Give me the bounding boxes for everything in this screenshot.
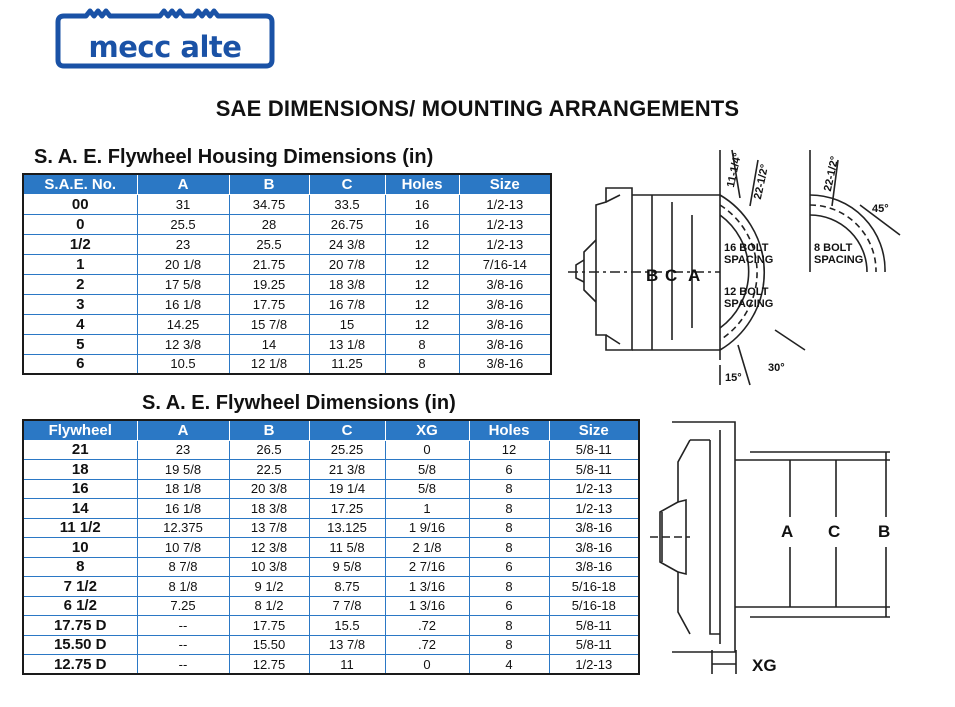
housing-label-a: A <box>688 266 701 285</box>
table-row <box>23 294 551 314</box>
table-cell: 1 <box>23 254 137 274</box>
table-cell: 15 7/8 <box>229 314 309 334</box>
table-cell: 3/8-16 <box>549 557 639 577</box>
flywheel-diagram <box>650 412 950 692</box>
table-cell: 5/8-11 <box>549 616 639 636</box>
table-cell: 34.75 <box>229 194 309 214</box>
angle-22a-label: 22-1/2° <box>752 163 772 201</box>
table-cell: 14 <box>23 499 137 519</box>
table-cell: 6 <box>469 557 549 577</box>
table-cell: 7 7/8 <box>309 596 385 616</box>
table-cell: 8 <box>469 577 549 597</box>
table-cell: 12 <box>385 314 459 334</box>
table-row <box>23 518 639 538</box>
table-cell: 17.75 D <box>23 616 137 636</box>
table-row <box>23 557 639 577</box>
table-cell: 21 3/8 <box>309 460 385 480</box>
flywheel-drawing-icon <box>650 412 950 692</box>
table-cell: 17.75 <box>229 616 309 636</box>
flywheel-label-c: C <box>828 522 841 541</box>
table-row <box>23 538 639 558</box>
table-cell: 18 <box>23 460 137 480</box>
flywheel-dimensions-table <box>22 419 640 675</box>
table-cell: 1 3/16 <box>385 596 469 616</box>
table-row <box>23 214 551 234</box>
table-cell: 1/2-13 <box>459 214 551 234</box>
table-cell: 15.5 <box>309 616 385 636</box>
table-cell: 26.75 <box>309 214 385 234</box>
table-cell: 8 <box>469 479 549 499</box>
spacing-8-label: 8 BOLT SPACING <box>814 242 864 266</box>
table-cell: 8 <box>385 334 459 354</box>
table-row <box>23 596 639 616</box>
table-cell: .72 <box>385 616 469 636</box>
table-cell: 2 1/8 <box>385 538 469 558</box>
table-cell: 13 1/8 <box>309 334 385 354</box>
table-cell: 33.5 <box>309 194 385 214</box>
table-cell: 18 3/8 <box>309 274 385 294</box>
table-cell: 12 <box>469 440 549 460</box>
table-row <box>23 655 639 675</box>
housing-label-b: B <box>646 266 659 285</box>
angle-15-label: 15° <box>725 372 742 384</box>
table-cell: 20 1/8 <box>137 254 229 274</box>
table-cell: 1 3/16 <box>385 577 469 597</box>
table-cell: 3/8-16 <box>459 354 551 374</box>
table-cell: 00 <box>23 194 137 214</box>
table-cell: 6 <box>469 596 549 616</box>
table-cell: 21 <box>23 440 137 460</box>
spacing-12-label: 12 BOLT SPACING <box>724 286 774 310</box>
table-row <box>23 274 551 294</box>
table-cell: 12 3/8 <box>137 334 229 354</box>
table-cell: 12 <box>385 234 459 254</box>
table-cell: .72 <box>385 635 469 655</box>
table-cell: 4 <box>469 655 549 675</box>
table-cell: 11 <box>309 655 385 675</box>
table-cell: 26.5 <box>229 440 309 460</box>
flywheel-header-row <box>23 420 639 440</box>
table-cell: 28 <box>229 214 309 234</box>
table-cell: 3/8-16 <box>459 334 551 354</box>
table-cell: 3/8-16 <box>459 314 551 334</box>
table-cell: 8 1/8 <box>137 577 229 597</box>
table-cell: 31 <box>137 194 229 214</box>
flywheel-label-xg: XG <box>752 656 777 675</box>
housing-header-5: Size <box>459 174 551 194</box>
table-cell: 13 7/8 <box>229 518 309 538</box>
table-cell: 1/2-13 <box>459 194 551 214</box>
angle-45-label: 45° <box>872 203 889 215</box>
table-cell: 1/2-13 <box>549 655 639 675</box>
table-row <box>23 577 639 597</box>
table-row <box>23 254 551 274</box>
table-cell: 17.75 <box>229 294 309 314</box>
housing-header-0: S.A.E. No. <box>23 174 137 194</box>
housing-diagram <box>560 140 955 390</box>
table-cell: 1/2 <box>23 234 137 254</box>
table-row <box>23 479 639 499</box>
table-cell: 12.75 <box>229 655 309 675</box>
table-cell: 25.5 <box>137 214 229 234</box>
table-row <box>23 354 551 374</box>
flywheel-label-b: B <box>878 522 891 541</box>
table-cell: 3/8-16 <box>459 274 551 294</box>
table-cell: 7/16-14 <box>459 254 551 274</box>
table-row <box>23 334 551 354</box>
table-row <box>23 440 639 460</box>
flywheel-header-1: A <box>137 420 229 440</box>
table-cell: 2 7/16 <box>385 557 469 577</box>
table-cell: 5/8-11 <box>549 440 639 460</box>
table-cell: 23 <box>137 234 229 254</box>
table-cell: 11.25 <box>309 354 385 374</box>
table-cell: 1/2-13 <box>549 499 639 519</box>
flywheel-table-title: S. A. E. Flywheel Dimensions (in) <box>142 392 456 414</box>
housing-table-title: S. A. E. Flywheel Housing Dimensions (in) <box>34 146 434 168</box>
table-cell: 11 1/2 <box>23 518 137 538</box>
table-cell: 9 5/8 <box>309 557 385 577</box>
table-cell: 15.50 D <box>23 635 137 655</box>
table-cell: 16 1/8 <box>137 294 229 314</box>
table-cell: 6 <box>469 460 549 480</box>
table-cell: 8 <box>469 518 549 538</box>
table-cell: 8 1/2 <box>229 596 309 616</box>
table-cell: 15.50 <box>229 635 309 655</box>
housing-dimensions-table <box>22 173 552 375</box>
table-cell: 3/8-16 <box>549 538 639 558</box>
housing-header-2: B <box>229 174 309 194</box>
table-cell: 17.25 <box>309 499 385 519</box>
table-cell: 20 7/8 <box>309 254 385 274</box>
table-cell: 12 1/8 <box>229 354 309 374</box>
table-cell: 8 <box>469 616 549 636</box>
table-cell: -- <box>137 616 229 636</box>
table-cell: 5/16-18 <box>549 596 639 616</box>
table-cell: 9 1/2 <box>229 577 309 597</box>
table-cell: 8 <box>385 354 459 374</box>
table-cell: 12 <box>385 294 459 314</box>
page-title: SAE DIMENSIONS/ MOUNTING ARRANGEMENTS <box>215 96 740 121</box>
table-cell: 12 <box>385 274 459 294</box>
table-cell: 6 1/2 <box>23 596 137 616</box>
table-cell: 1/2-13 <box>459 234 551 254</box>
table-cell: 19.25 <box>229 274 309 294</box>
table-cell: 5/16-18 <box>549 577 639 597</box>
table-cell: 20 3/8 <box>229 479 309 499</box>
table-cell: 1 <box>385 499 469 519</box>
table-row <box>23 194 551 214</box>
table-cell: 11 5/8 <box>309 538 385 558</box>
table-row <box>23 314 551 334</box>
table-cell: 16 <box>385 214 459 234</box>
logo-text: mecc alte <box>88 30 242 64</box>
table-cell: 10 3/8 <box>229 557 309 577</box>
table-cell: 14 <box>229 334 309 354</box>
table-cell: 8 <box>469 635 549 655</box>
table-cell: 5 <box>23 334 137 354</box>
angle-11-label: 11-1/4° <box>725 151 745 189</box>
table-cell: 16 7/8 <box>309 294 385 314</box>
table-cell: 18 3/8 <box>229 499 309 519</box>
table-cell: 16 <box>385 194 459 214</box>
table-cell: 2 <box>23 274 137 294</box>
table-cell: 7.25 <box>137 596 229 616</box>
table-cell: -- <box>137 655 229 675</box>
table-cell: 8 <box>469 538 549 558</box>
housing-header-4: Holes <box>385 174 459 194</box>
table-cell: 23 <box>137 440 229 460</box>
table-cell: 5/8 <box>385 479 469 499</box>
table-cell: 25.5 <box>229 234 309 254</box>
table-cell: 5/8 <box>385 460 469 480</box>
table-cell: 0 <box>23 214 137 234</box>
table-cell: 25.25 <box>309 440 385 460</box>
table-cell: 16 1/8 <box>137 499 229 519</box>
table-cell: 13.125 <box>309 518 385 538</box>
housing-label-c: C <box>665 266 678 285</box>
table-row <box>23 234 551 254</box>
table-cell: 10.5 <box>137 354 229 374</box>
table-cell: 22.5 <box>229 460 309 480</box>
table-cell: 12.75 D <box>23 655 137 675</box>
flywheel-label-a: A <box>781 522 794 541</box>
table-cell: 1/2-13 <box>549 479 639 499</box>
table-cell: 12 <box>385 254 459 274</box>
flywheel-header-6: Size <box>549 420 639 440</box>
table-cell: 8 <box>23 557 137 577</box>
table-cell: 8 <box>469 499 549 519</box>
table-cell: 3/8-16 <box>459 294 551 314</box>
table-cell: 14.25 <box>137 314 229 334</box>
table-cell: 17 5/8 <box>137 274 229 294</box>
table-cell: 10 <box>23 538 137 558</box>
table-cell: 12 3/8 <box>229 538 309 558</box>
table-row <box>23 499 639 519</box>
table-cell: 6 <box>23 354 137 374</box>
table-cell: 12.375 <box>137 518 229 538</box>
table-cell: 8.75 <box>309 577 385 597</box>
table-cell: 8 7/8 <box>137 557 229 577</box>
flywheel-header-4: XG <box>385 420 469 440</box>
table-row <box>23 616 639 636</box>
table-cell: 5/8-11 <box>549 635 639 655</box>
table-cell: 15 <box>309 314 385 334</box>
housing-header-row <box>23 174 551 194</box>
table-cell: 19 5/8 <box>137 460 229 480</box>
table-cell: 4 <box>23 314 137 334</box>
brand-logo <box>52 8 278 72</box>
flywheel-header-3: C <box>309 420 385 440</box>
table-cell: 16 <box>23 479 137 499</box>
table-row <box>23 635 639 655</box>
table-cell: 24 3/8 <box>309 234 385 254</box>
table-cell: 18 1/8 <box>137 479 229 499</box>
table-cell: 3 <box>23 294 137 314</box>
table-cell: -- <box>137 635 229 655</box>
spacing-16-label: 16 BOLT SPACING <box>724 242 774 266</box>
angle-22b-label: 22-1/2° <box>822 155 842 193</box>
table-cell: 1 9/16 <box>385 518 469 538</box>
table-cell: 21.75 <box>229 254 309 274</box>
flywheel-header-0: Flywheel <box>23 420 137 440</box>
table-cell: 3/8-16 <box>549 518 639 538</box>
table-cell: 13 7/8 <box>309 635 385 655</box>
table-cell: 7 1/2 <box>23 577 137 597</box>
flywheel-header-2: B <box>229 420 309 440</box>
angle-30-label: 30° <box>768 362 785 374</box>
housing-header-3: C <box>309 174 385 194</box>
table-row <box>23 460 639 480</box>
table-cell: 10 7/8 <box>137 538 229 558</box>
table-cell: 0 <box>385 655 469 675</box>
table-cell: 0 <box>385 440 469 460</box>
flywheel-header-5: Holes <box>469 420 549 440</box>
table-cell: 5/8-11 <box>549 460 639 480</box>
housing-header-1: A <box>137 174 229 194</box>
table-cell: 19 1/4 <box>309 479 385 499</box>
